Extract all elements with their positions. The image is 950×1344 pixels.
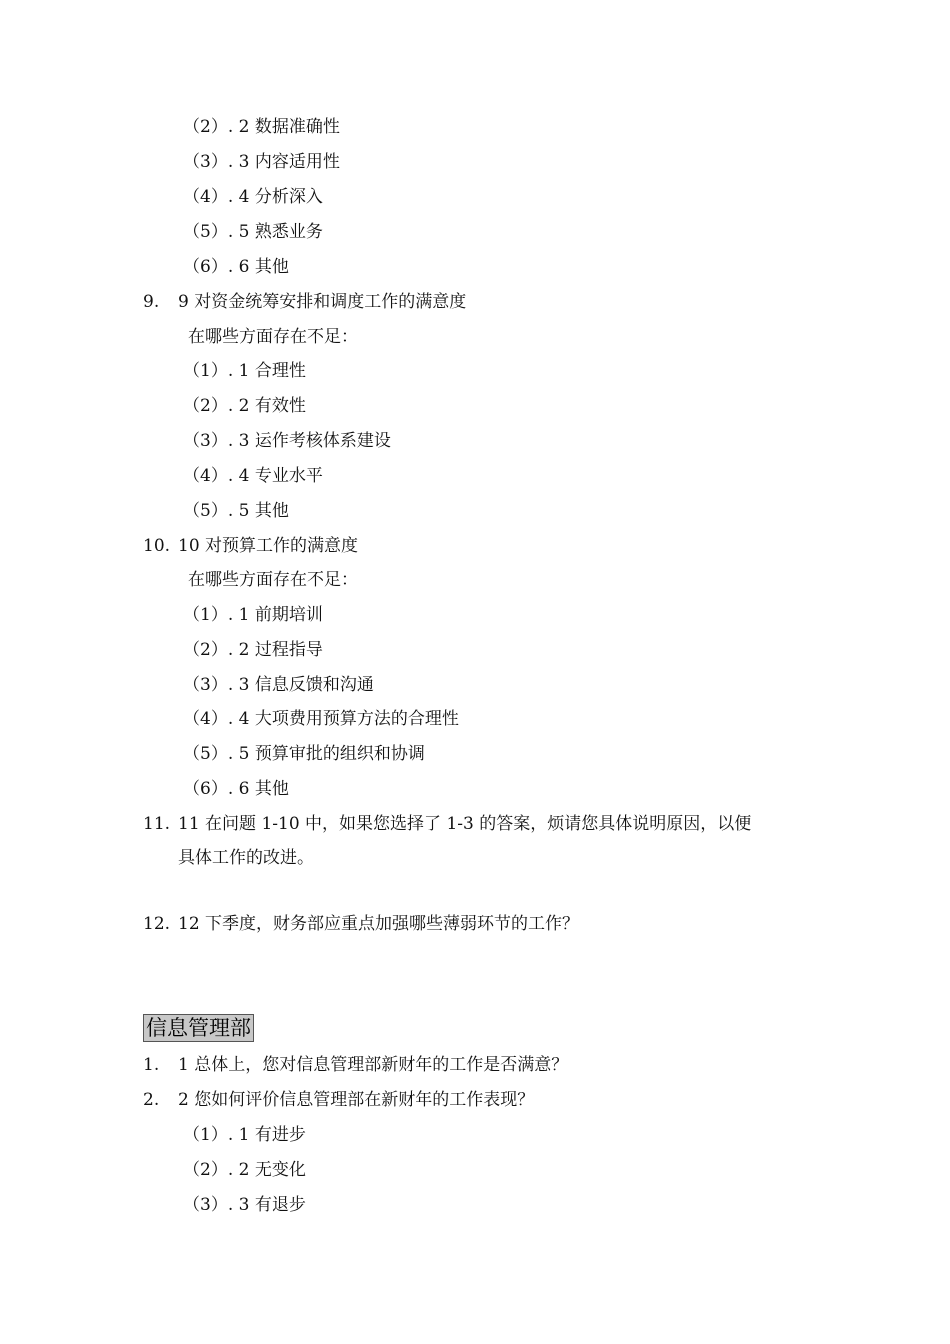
option-item: （1）. 1 前期培训 xyxy=(183,605,323,625)
option-item: （1）. 1 合理性 xyxy=(183,361,306,381)
option-item: （1）. 1 有进步 xyxy=(183,1125,306,1145)
option-item: （3）. 3 有退步 xyxy=(183,1195,306,1215)
question-note: 在哪些方面存在不足： xyxy=(188,327,358,347)
question-number: 10. xyxy=(143,536,171,556)
question-text-continued: 具体工作的改进。 xyxy=(178,848,314,868)
question-text: 9 对资金统筹安排和调度工作的满意度 xyxy=(178,292,467,312)
option-item: （5）. 5 预算审批的组织和协调 xyxy=(183,744,425,764)
question-text: 12 下季度，财务部应重点加强哪些薄弱环节的工作？ xyxy=(178,914,580,934)
question-text: 2 您如何评价信息管理部在新财年的工作表现？ xyxy=(178,1090,535,1110)
option-item: （2）. 2 过程指导 xyxy=(183,640,323,660)
option-item: （5）. 5 其他 xyxy=(183,501,289,521)
option-item: （6）. 6 其他 xyxy=(183,779,289,799)
option-item: （3）. 3 内容适用性 xyxy=(183,152,340,172)
option-item: （2）. 2 无变化 xyxy=(183,1160,306,1180)
question-number: 9. xyxy=(143,292,160,312)
option-item: （2）. 2 数据准确性 xyxy=(183,117,340,137)
option-item: （2）. 2 有效性 xyxy=(183,396,306,416)
option-item: （3）. 3 运作考核体系建设 xyxy=(183,431,391,451)
question-number: 11. xyxy=(143,814,171,834)
option-item: （4）. 4 专业水平 xyxy=(183,466,323,486)
option-item: （6）. 6 其他 xyxy=(183,257,289,277)
question-number: 2. xyxy=(143,1090,160,1110)
question-text: 10 对预算工作的满意度 xyxy=(178,536,359,556)
option-item: （4）. 4 大项费用预算方法的合理性 xyxy=(183,709,459,729)
option-item: （4）. 4 分析深入 xyxy=(183,187,323,207)
question-number: 1. xyxy=(143,1055,160,1075)
option-item: （5）. 5 熟悉业务 xyxy=(183,222,323,242)
option-item: （3）. 3 信息反馈和沟通 xyxy=(183,675,374,695)
question-number: 12. xyxy=(143,914,171,934)
question-text: 1 总体上，您对信息管理部新财年的工作是否满意？ xyxy=(178,1055,569,1075)
section-heading: 信息管理部 xyxy=(143,1014,254,1042)
question-note: 在哪些方面存在不足： xyxy=(188,570,358,590)
question-text: 11 在问题 1-10 中，如果您选择了 1-3 的答案，烦请您具体说明原因，以便 xyxy=(178,814,752,834)
